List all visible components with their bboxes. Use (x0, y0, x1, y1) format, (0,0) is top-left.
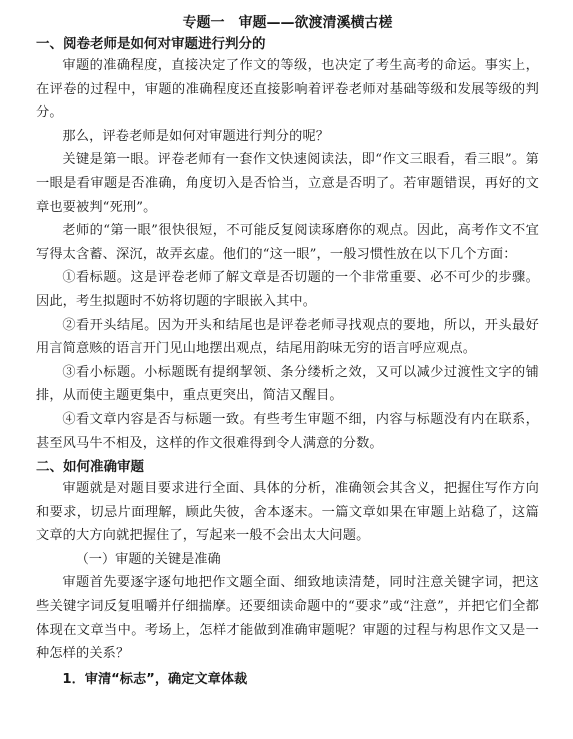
section2-heading: 二、如何准确审题 (36, 459, 144, 476)
paragraph: 审题的准确程度，直接决定了作文的等级，也决定了考生高考的命运。事实上，在评卷的过程中，审题的准确程度还直接影响着评卷老师对基础等级和发展等级的判分。 (36, 58, 539, 121)
section1-heading: 一、阅卷老师是如何对审题进行判分的 (36, 36, 266, 52)
list-item: ①看标题。这是评卷老师了解文章是否切题的一个非常重要、必不可少的步骤。因此，考生拟题时不妨将切题的字眼嵌入其中。 (36, 270, 539, 309)
paragraph: 审题就是对题目要求进行全面、具体的分析，准确领会其含义，把握住写作方向和要求，切忌片面理解，顾此失彼，舍本逐末。一篇文章如果在审题上站稳了，这篇文章的大方向就把握住了，写起来一般不会出太大问题。 (36, 481, 539, 544)
list-item: ④看文章内容是否与标题一致。有些考生审题不细，内容与标题没有内在联系，甚至风马牛不相及，这样的作文很难得到令人满意的分数。 (36, 411, 539, 451)
numbered-heading: 1．审清“标志”，确定文章体裁 (62, 671, 248, 687)
paragraph: 关键是第一眼。评卷老师有一套作文快速阅读法，即“作文三眼看，看三眼”。第一眼是看审题是否准确，角度切入是否恰当，立意是否明了。若审题错误，再好的文章也要被判“死刑”。 (36, 152, 539, 215)
list-item: ③看小标题。小标题既有提纲挈领、条分缕析之效，又可以减少过渡性文字的铺排，从而使主题更集中，重点更突出，简洁又醒目。 (36, 364, 539, 404)
paragraph: 审题首先要逐字逐句地把作文题全面、细致地读清楚，同时注意关键字词，把这些关键字词反复咀嚼并仔细揣摩。还要细读命题中的“要求”或“注意”，并把它们全都体现在文章当中。考场上，怎样才能做到准确审题呢？审题的过程与构思作文又是一种怎样的关系？ (36, 575, 539, 662)
document-title: 专题一 审题——欲渡清溪横古槎 (182, 15, 393, 31)
paragraph: 老师的“第一眼”很快很短，不可能反复阅读琢磨你的观点。因此，高考作文不宜写得太含蓄、深沉，故弄玄虚。他们的“这一眼”，一般习惯性放在以下几个方面： (36, 223, 539, 262)
paragraph: 那么，评卷老师是如何对审题进行判分的呢？ (62, 128, 330, 144)
subsection-heading: （一）审题的关键是准确 (75, 551, 221, 567)
list-item: ②看开头结尾。因为开头和结尾也是评卷老师寻找观点的要地，所以，开头最好用言简意赅的语言开门见山地摆出观点，结尾用韵味无穷的语言呼应观点。 (36, 317, 539, 357)
